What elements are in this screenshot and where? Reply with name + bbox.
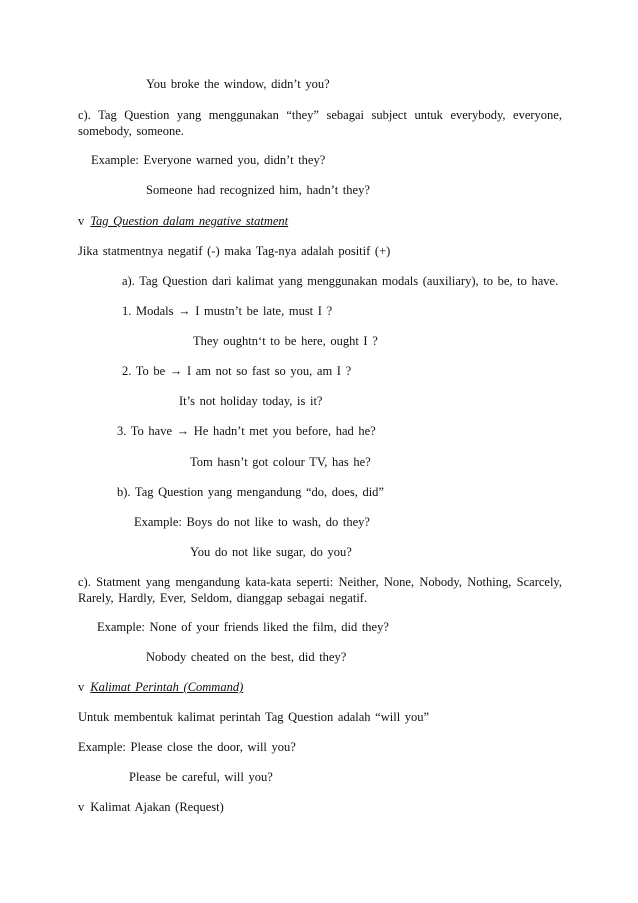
numbered-item: 3. To have → He hadn’t met you before, had he?	[117, 424, 376, 438]
bullet-mark: v	[78, 680, 85, 694]
heading-text: Kalimat Perintah (Command)	[90, 680, 244, 694]
numbered-item: 2. To be → I am not so fast so you, am I ?	[122, 364, 352, 378]
body-line: Untuk membentuk kalimat perintah Tag Question adalah “will you”	[78, 710, 430, 724]
heading-text: Tag Question dalam negative statment	[90, 214, 289, 228]
sub-point: a). Tag Question dari kalimat yang menggunakan modals (auxiliary), to be, to have.	[122, 274, 559, 288]
example-sentence: You broke the window, didn’t you?	[146, 77, 330, 91]
example-sentence: Example: Boys do not like to wash, do they?	[134, 515, 370, 529]
section-paragraph: c). Statment yang mengandung kata-kata seperti: Neither, None, Nobody, Nothing, Scarcely, Rarely, Hardly, Ever, Seldom, dianggap sebagai negatif.	[78, 575, 562, 605]
bullet-mark: v	[78, 214, 85, 228]
bullet-mark: v	[78, 800, 85, 814]
body-line: Jika statmentnya negatif (-) maka Tag-nya adalah positif (+)	[78, 244, 391, 258]
example-sentence: Someone had recognized him, hadn’t they?	[146, 183, 370, 197]
example-sentence: You do not like sugar, do you?	[190, 545, 352, 559]
example-sentence: Example: Everyone warned you, didn’t they?	[91, 153, 326, 167]
example-sentence: Please be careful, will you?	[129, 770, 273, 784]
bullet-heading	[78, 213, 288, 229]
example-sentence: Nobody cheated on the best, did they?	[146, 650, 347, 664]
section-paragraph: c). Tag Question yang menggunakan “they” sebagai subject untuk everybody, everyone, somebody, someone.	[78, 108, 562, 138]
example-sentence: Tom hasn’t got colour TV, has he?	[190, 455, 371, 469]
example-sentence: It’s not holiday today, is it?	[179, 394, 323, 408]
sub-point: b). Tag Question yang mengandung “do, does, did”	[117, 485, 384, 499]
example-sentence: They oughtn‘t to be here, ought I ?	[193, 334, 378, 348]
numbered-item: 1. Modals → I mustn’t be late, must I ?	[122, 304, 333, 318]
example-sentence: Example: Please close the door, will you?	[78, 740, 296, 754]
example-sentence: Example: None of your friends liked the film, did they?	[97, 620, 389, 634]
heading-text: Kalimat Ajakan (Request)	[90, 800, 224, 814]
bullet-heading	[78, 799, 224, 815]
bullet-heading	[78, 679, 243, 695]
